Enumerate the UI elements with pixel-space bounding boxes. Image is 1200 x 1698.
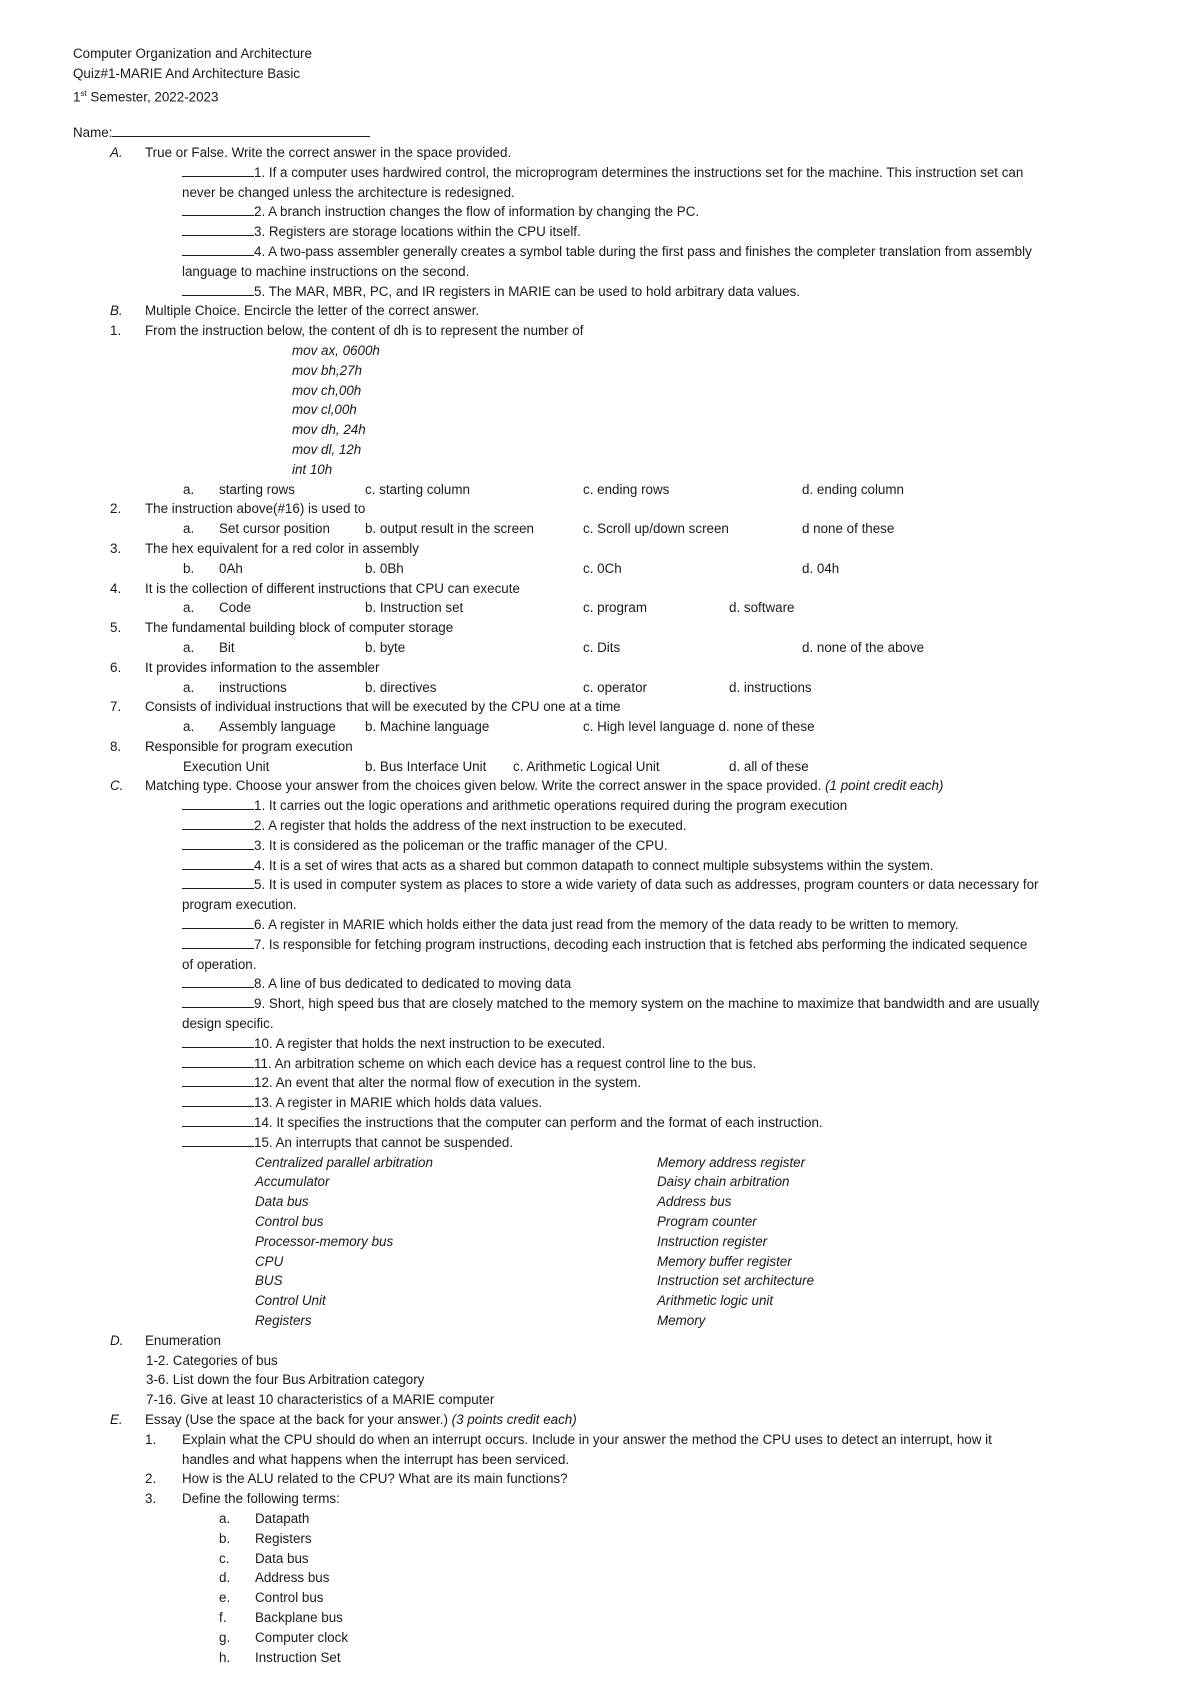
option[interactable]: c. starting column <box>365 481 470 497</box>
option[interactable]: c. program <box>583 600 647 616</box>
option[interactable]: d. ending column <box>802 481 904 497</box>
match-item: 8. A line of bus dedicated to dedicated to moving data <box>73 974 1160 994</box>
mc-options: a. Set cursor position b. output result in the screen c. Scroll up/down screen d none of these <box>73 519 1160 539</box>
option[interactable]: c. ending rows <box>583 481 670 497</box>
match-item: 2. A register that holds the address of the next instruction to be executed. <box>73 816 1160 836</box>
match-item: 7. Is responsible for fetching program instructions, decoding each instruction that is fetched abs performing the indicated sequence <box>73 935 1160 955</box>
term-item: f. Backplane bus <box>219 1609 343 1625</box>
option[interactable]: d. software <box>729 600 795 616</box>
answer-blank[interactable] <box>182 856 254 870</box>
mc-question: 5. The fundamental building block of computer storage <box>110 620 454 636</box>
option[interactable]: c. Arithmetic Logical Unit <box>513 758 660 774</box>
option[interactable]: b. directives <box>365 679 437 695</box>
semester: 1st Semester, 2022-2023 <box>73 88 219 104</box>
section-d-heading: D. Enumeration <box>110 1332 221 1348</box>
match-item: 12. An event that alter the normal flow of execution in the system. <box>73 1073 1160 1093</box>
answer-blank[interactable] <box>182 282 254 296</box>
option[interactable]: b. byte <box>365 639 406 655</box>
choice-row: Control bus Program counter <box>255 1214 757 1230</box>
match-item: 5. It is used in computer system as places to store a wide variety of data such as addresses, program counters or data necessary for <box>73 875 1160 895</box>
match-item: 11. An arbitration scheme on which each device has a request control line to the bus. <box>73 1054 1160 1074</box>
mc-options: a. Bit b. byte c. Dits d. none of the above <box>73 638 1160 658</box>
match-item: 3. It is considered as the policeman or the traffic manager of the CPU. <box>73 836 1160 856</box>
choice-row: Control Unit Arithmetic logic unit <box>255 1293 774 1309</box>
match-item: 10. A register that holds the next instruction to be executed. <box>73 1034 1160 1054</box>
option[interactable]: a. <box>183 521 195 537</box>
answer-blank[interactable] <box>182 163 254 177</box>
answer-blank[interactable] <box>182 242 254 256</box>
option[interactable]: b. Bus Interface Unit <box>365 758 487 774</box>
enum-item: 3-6. List down the four Bus Arbitration category <box>146 1372 425 1388</box>
answer-blank[interactable] <box>182 1034 254 1048</box>
term-item: b. Registers <box>219 1530 312 1546</box>
answer-blank[interactable] <box>182 222 254 236</box>
section-b-heading: B. Multiple Choice. Encircle the letter of the correct answer. <box>110 303 480 319</box>
enum-item: 7-16. Give at least 10 characteristics of a MARIE computer <box>146 1392 495 1408</box>
option[interactable]: d none of these <box>802 521 895 537</box>
code-line: mov dl, 12h <box>292 441 362 457</box>
tf-item: 4. A two-pass assembler generally creates a symbol table during the first pass and finishes the completer translation from assembly <box>73 242 1160 262</box>
term-item: a. Datapath <box>219 1510 310 1526</box>
essay-question: 1. Explain what the CPU should do when an interrupt occurs. Include in your answer the method the CPU uses to detect an interrupt, how it <box>145 1431 992 1447</box>
answer-blank[interactable] <box>182 974 254 988</box>
mc-options: a. Assembly language b. Machine language c. High level language d. none of these <box>73 717 1160 737</box>
match-item: 15. An interrupts that cannot be suspended. <box>73 1133 1160 1153</box>
mc-options <box>73 757 1160 777</box>
mc-question: 4. It is the collection of different instructions that CPU can execute <box>110 580 520 596</box>
mc-question: 8. Responsible for program execution <box>110 738 353 754</box>
option[interactable]: a. <box>183 481 195 497</box>
option[interactable]: c. Scroll up/down screen <box>583 521 729 537</box>
answer-blank[interactable] <box>182 875 254 889</box>
choice-row: Data bus Address bus <box>255 1194 732 1210</box>
match-item: 4. It is a set of wires that acts as a shared but common datapath to connect multiple subsystems within the system. <box>73 856 1160 876</box>
option[interactable]: b. 0Bh <box>365 560 404 576</box>
term-item: e. Control bus <box>219 1590 324 1606</box>
option[interactable]: b. <box>183 560 195 576</box>
answer-blank[interactable] <box>182 994 254 1008</box>
option[interactable]: d. all of these <box>729 758 809 774</box>
choice-row: Accumulator Daisy chain arbitration <box>255 1174 790 1190</box>
option[interactable]: c. High level language d. none of these <box>583 719 815 735</box>
option[interactable]: a. <box>183 600 195 616</box>
match-item: 13. A register in MARIE which holds data values. <box>73 1093 1160 1113</box>
tf-item: 3. Registers are storage locations within the CPU itself. <box>73 222 1160 242</box>
option[interactable]: b. Machine language <box>365 719 490 735</box>
match-item: 14. It specifies the instructions that the computer can perform and the format of each instruction. <box>73 1113 1160 1133</box>
code-line: mov dh, 24h <box>292 422 366 438</box>
answer-blank[interactable] <box>182 1133 254 1147</box>
choice-row: Processor-memory bus Instruction register <box>255 1233 768 1249</box>
term-item: g. Computer clock <box>219 1629 349 1645</box>
option[interactable]: a. <box>183 679 195 695</box>
choice-row: Centralized parallel arbitration Memory address register <box>255 1154 806 1170</box>
option[interactable]: c. Dits <box>583 639 621 655</box>
answer-blank[interactable] <box>182 1093 254 1107</box>
mc-question: 2. The instruction above(#16) is used to <box>110 501 366 517</box>
option[interactable]: d. none of the above <box>802 639 925 655</box>
option[interactable]: c. 0Ch <box>583 560 622 576</box>
tf-item: 2. A branch instruction changes the flow of information by changing the PC. <box>73 202 1160 222</box>
quiz-page: Computer Organization and Architecture Quiz#1-MARIE And Architecture Basic 1st Semester, 2022-2023 Name: A. True or False. Write the correct answer in the space provided. 1. If a computer uses hardwired control, the microprogram determines the instructions set for the machine. This instruction set can never be changed unless the architecture is redesigned. 2. A branch instruction changes the flow of information by changing the PC. 3. Registers are storage locations within the CPU itself. 4. A two-pass assembler generally creates a symbol table during the first pass and finishes the completer translation from assembly language to machine instructions on the second. 5. The MAR, MBR, PC, and IR registers in MARIE can be used to hold arbitrary data values. B. Multiple Choice. Encircle the letter of the correct answer. 1. From the instruction below, the content of dh is to represent the number of mov ax, 0600h mov bh,27h mov ch,00h mov cl,00h mov dh, 24h mov dl, 12h int 10h a. starting rows c. starting column c. ending rows d. ending column 2. The instruction above(#16) is used to a. Set cursor position b. output result in the screen c. Scroll up/down screen d none of these 3. The hex equivalent for a red color in assembly b. 0Ah b. 0Bh c. 0Ch d. 04h 4. It is the collection of different instructions that CPU can execute a. Code b. Instruction set c. program d. software 5. The fundamental building block of computer storage a. Bit b. byte c. Dits d. none of the above 6. It provides information to the assembler a. instructions b. directives c. operator d. instructions 7. Consists of individual instructions that will be executed by the CPU one at a time a. Assembly language b. Machine language c. High level language d. none of these 8. Responsible for program execution Execution Unit b. Bus Interface Unit c. Arithmetic Logical Unit d. all of these C. Matching type. Choose your answer from the choices given below. Write the correct answer in the space provided. (1 point credit each) 1. It carries out the logic operations and arithmetic operations required during the program execution 2. A register that holds the address of the next instruction to be executed. 3. It is considered as the policeman or the traffic manager of the CPU. 4. It is a set of wires that acts as a shared but common datapath to connect multiple subsystems within the system. 5. It is used in computer system as places to store a wide variety of data such as addresses, program counters or data necessary for program execution. 6. A register in MARIE which holds either the data just read from the memory of the data ready to be written to memory. 7. Is responsible for fetching program instructions, decoding each instruction that is fetched abs performing the indicated sequence of operation. 8. A line of bus dedicated to dedicated to moving data 9. Short, high speed bus that are closely matched to the memory system on the machine to maximize that bandwidth and are usually design specific. 10. A register that holds the next instruction to be executed. 11. An arbitration scheme on which each device has a request control line to the bus. 12. An event that alter the normal flow of execution in the system. 13. A register in MARIE which holds data values. 14. It specifies the instructions that the computer can perform and the format of each instruction. 15. An interrupts that cannot be suspended. Centralized parallel arbitration Memory address register Accumulator Daisy chain arbitration Data bus Address bus Control bus Program counter Processor-memory bus Instruction register CPU Memory buffer register BUS Instruction set architecture Control Unit Arithmetic logic unit Registers Memory D. Enumeration 1-2. Categories of bus 3-6. List down the four Bus Arbitration category 7-16. Give at least 10 characteristics of a MARIE computer E. Essay (Use the space at the back for your answer.) (3 points credit each) 1. Explain what the CPU should do when an interrupt occurs. Include in your answer the method the CPU uses to detect an interrupt, how it handles and what happens when the interrupt has been serviced. 2. How is the ALU related to the CPU? What are its main functions? 3. Define the following terms: a. Datapath b. Registers c. Data bus d. Address bus e. Control bus f. Backplane bus g. Computer clock h. Instruction Set <box>0 0 1200 1698</box>
option[interactable]: c. operator <box>583 679 648 695</box>
answer-blank[interactable] <box>182 915 254 929</box>
tf-item: 5. The MAR, MBR, PC, and IR registers in MARIE can be used to hold arbitrary data values. <box>73 282 1160 302</box>
answer-blank[interactable] <box>182 796 254 810</box>
term-item: d. Address bus <box>219 1570 330 1586</box>
quiz-title: Quiz#1-MARIE And Architecture Basic <box>73 65 300 81</box>
option[interactable]: d. instructions <box>729 679 812 695</box>
match-item: 6. A register in MARIE which holds either the data just read from the memory of the data ready to be written to memory. <box>73 915 1160 935</box>
option[interactable]: a. <box>183 639 195 655</box>
mc-options: a. starting rows c. starting column c. ending rows d. ending column <box>73 480 1160 500</box>
option[interactable]: Execution Unit <box>183 758 270 774</box>
name-blank[interactable] <box>112 123 370 137</box>
choice-row: Registers Memory <box>255 1313 706 1328</box>
option[interactable]: a. <box>183 719 195 735</box>
term-item: h. Instruction Set <box>219 1649 341 1665</box>
answer-blank[interactable] <box>182 202 254 216</box>
course-title: Computer Organization and Architecture <box>73 46 312 61</box>
answer-blank[interactable] <box>182 816 254 830</box>
mc-question: 3. The hex equivalent for a red color in assembly <box>110 540 419 556</box>
answer-blank[interactable] <box>182 1054 254 1068</box>
mc-options: b. 0Ah b. 0Bh c. 0Ch d. 04h <box>73 559 1160 579</box>
section-a-heading: A. True or False. Write the correct answer in the space provided. <box>110 144 512 160</box>
answer-blank[interactable] <box>182 935 254 949</box>
code-line: int 10h <box>292 461 333 477</box>
answer-blank[interactable] <box>182 1113 254 1127</box>
answer-blank[interactable] <box>182 1073 254 1087</box>
tf-item: 1. If a computer uses hardwired control, the microprogram determines the instructions set for the machine. This instruction set can <box>73 163 1160 183</box>
essay-question: 2. How is the ALU related to the CPU? What are its main functions? <box>145 1471 568 1487</box>
mc-options: a. instructions b. directives c. operator d. instructions <box>73 678 1160 698</box>
match-item: 1. It carries out the logic operations and arithmetic operations required during the program execution <box>73 796 1160 816</box>
enum-item: 1-2. Categories of bus <box>146 1352 278 1368</box>
name-line: Name: <box>73 123 1160 143</box>
option[interactable]: b. output result in the screen <box>365 521 534 537</box>
option[interactable]: b. Instruction set <box>365 600 464 616</box>
essay-question: 3. Define the following terms: <box>145 1491 340 1507</box>
code-line: mov bh,27h <box>292 362 362 378</box>
mc-question: 1. From the instruction below, the content of dh is to represent the number of <box>110 323 584 339</box>
option[interactable]: d. 04h <box>802 560 840 576</box>
term-item: c. Data bus <box>219 1550 309 1566</box>
code-line: mov ax, 0600h <box>292 342 380 358</box>
code-line: mov ch,00h <box>292 382 362 398</box>
mc-options: a. Code b. Instruction set c. program d. software <box>73 598 1160 618</box>
match-item: 9. Short, high speed bus that are closely matched to the memory system on the machine to maximize that bandwidth and are usually <box>73 994 1160 1014</box>
answer-blank[interactable] <box>182 836 254 850</box>
section-e-heading: E. Essay (Use the space at the back for your answer.) (3 points credit each) <box>110 1411 577 1427</box>
mc-question: 6. It provides information to the assembler <box>110 659 380 675</box>
choice-row: BUS Instruction set architecture <box>255 1273 815 1289</box>
code-line: mov cl,00h <box>292 402 357 418</box>
choice-row: CPU Memory buffer register <box>255 1253 792 1269</box>
mc-question: 7. Consists of individual instructions that will be executed by the CPU one at a time <box>110 699 621 715</box>
section-c-heading: C. Matching type. Choose your answer from the choices given below. Write the correct answer in the space provided. (1 point credit each) <box>110 778 944 794</box>
